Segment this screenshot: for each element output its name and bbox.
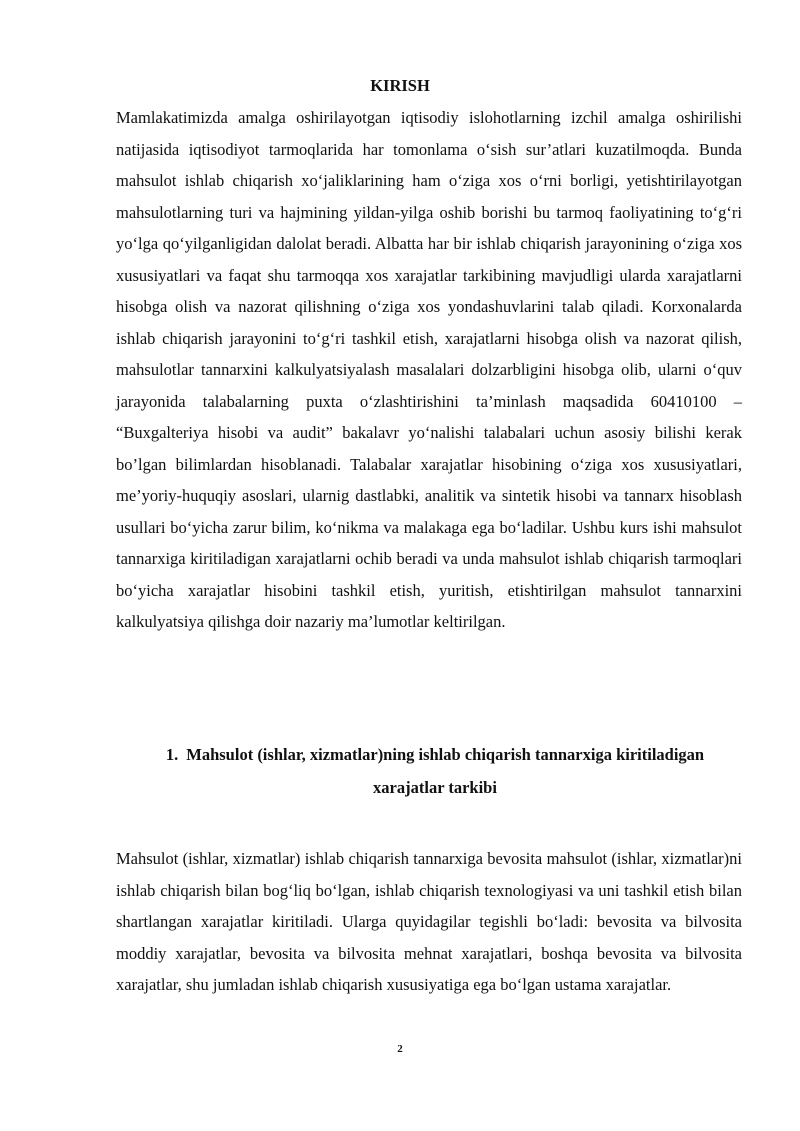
intro-paragraph: Mamlakatimizda amalga oshirilayotgan iqtisodiy islohotlarning izchil amalga oshirilishi natijasida iqtisodiyot tarmoqlarida har tomonlama o‘sish sur’atlari kuzatilmoqda. Bunda mahsulot ishlab chiqarish xo‘jaliklarining ham o‘ziga xos o‘rni borligi, yetishtirilayotgan mahsulotlarning turi va hajmining yildan-yilga oshib borishi bu tarmoq faoliyatining to‘g‘ri yo‘lga qo‘yilganligidan dalolat beradi. Albatta har bir ishlab chiqarish jarayonining o‘ziga xos xususiyatlari va faqat shu tarmoqqa xos xarajatlar tarkibining mavjudligi ularda xarajatlarni hisobga olish va nazorat qilishning o‘ziga xos yondashuvlarini talab qiladi. Korxonalarda ishlab chiqarish jarayonini to‘g‘ri tashkil etish, xarajatlarni hisobga olish va nazorat qilish, mahsulotlar tannarxini kalkulyatsiyalash masalalari dolzarbligini hisobga olib, ularni o‘quv jarayonida talabalarning puxta o‘zlashtirishini ta’minlash maqsadida 60410100 – “Buxgalteriya hisobi va audit” bakalavr yo‘nalishi talabalari uchun asosiy bilishi kerak bo’lgan bilimlardan hisoblanadi. Talabalar xarajatlar hisobining o‘ziga xos xususiyatlari, me’yoriy-huquqiy asoslari, ularnig dastlabki, analitik va sintetik hisobi va tannarx hisoblash usullari bo‘yicha zarur bilim, ko‘nikma va malakaga ega bo‘ladilar. Ushbu kurs ishi mahsulot tannarxiga kiritiladigan xarajatlarni ochib beradi va unda mahsulot ishlab chiqarish tarmoqlari bo‘yicha xarajatlar hisobini tashkil etish, yuritish, etishtirilgan mahsulot tannarxini kalkulyatsiya qilishga doir nazariy ma’lumotlar keltirilgan. — [116, 108, 742, 631]
section-number: 1. — [165, 745, 179, 764]
page-title: KIRISH — [370, 76, 430, 95]
page-number: 2 — [397, 1043, 403, 1055]
section-title: Mahsulot (ishlar, xizmatlar)ning ishlab chiqarish tannarxiga kiritiladigan xarajatlar tarkibi — [186, 745, 705, 797]
section-heading — [160, 738, 710, 804]
section-paragraph: Mahsulot (ishlar, xizmatlar) ishlab chiqarish tannarxiga bevosita mahsulot (ishlar, xizmatlar)ni ishlab chiqarish bilan bog‘liq bo‘lgan, ishlab chiqarish texnologiyasi va uni tashkil etish bilan shartlangan xarajatlar kiritiladi. Ularga quyidagilar tegishli bo‘ladi: bevosita va bilvosita moddiy xarajatlar, bevosita va bilvosita mehnat xarajatlari, boshqa bevosita va bilvosita xarajatlar, shu jumladan ishlab chiqarish xususiyatiga ega bo‘lgan ustama xarajatlar. — [116, 849, 742, 994]
